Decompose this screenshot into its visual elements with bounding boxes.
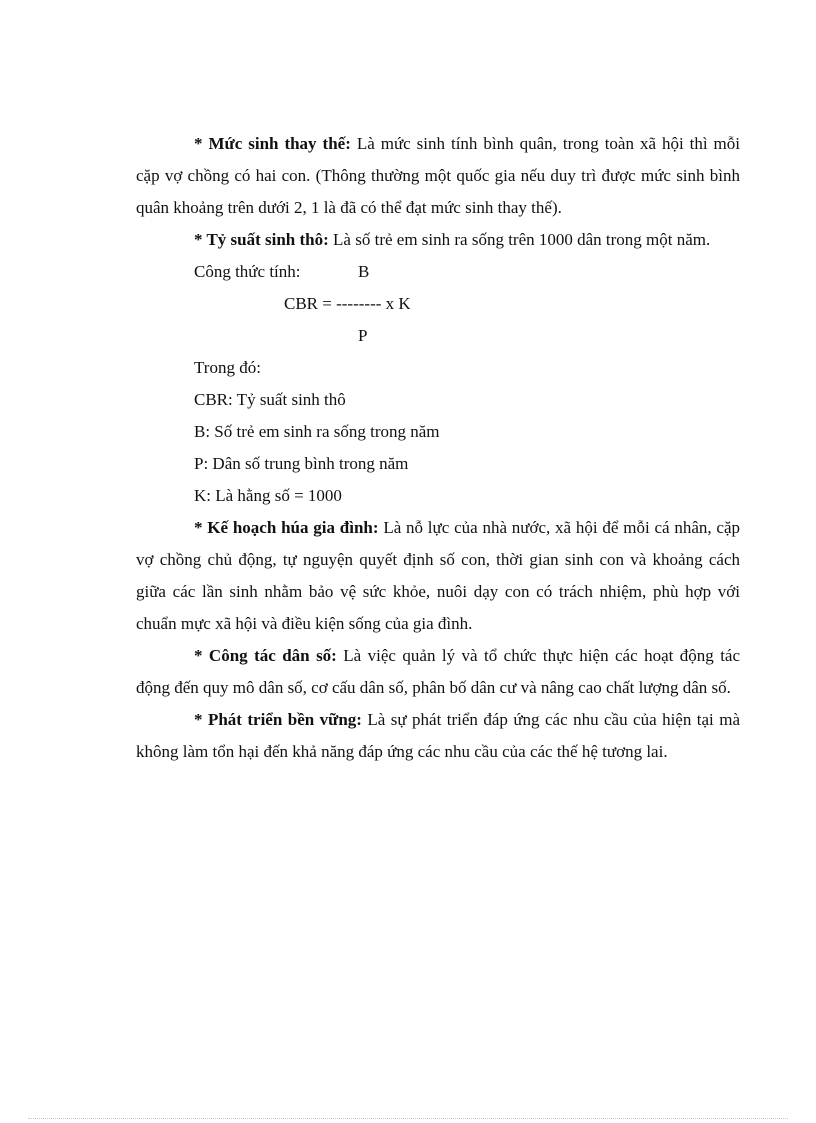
term-replacement-fertility: * Mức sinh thay thế: xyxy=(194,134,351,153)
definition-population-work: Là việc quản lý và tổ chức thực hiện các hoạt động tác động đến quy mô dân số, cơ cấu dân số, phân bố dân cư và nâng cao chất lượng dân số. xyxy=(136,646,741,697)
formula-expression: CBR = -------- x K xyxy=(284,294,411,313)
where-item: CBR: Tỷ suất sinh thô xyxy=(194,390,346,409)
term-sustainable-development: * Phát triển bền vững: xyxy=(194,710,362,729)
definition-family-planning: Là nỗ lực của nhà nước, xã hội để mỗi cá nhân, cặp vợ chồng chủ động, tự nguyện quyết định số con, thời gian sinh con và khoảng cách giữa các lần sinh nhằm bảo vệ sức khỏe, nuôi dạy con có trách nhiệm, phù hợp với chuẩn mực xã hội và điều kiện sống của gia đình. xyxy=(136,518,740,633)
formula-numerator: B xyxy=(358,262,370,281)
definition-replacement-fertility: Là mức sinh tính bình quân, trong toàn xã hội thì mỗi cặp vợ chồng có hai con. (Thông thường một quốc gia nếu duy trì được mức sinh bình quân khoảng trên dưới 2, 1 là đã có thể đạt mức sinh thay thế). xyxy=(136,134,741,217)
document-body xyxy=(136,128,740,768)
paragraph-replacement-fertility xyxy=(136,128,740,224)
paragraph-crude-birth-rate xyxy=(136,224,740,256)
definition-sustainable-development: Là sự phát triển đáp ứng các nhu cầu của hiện tại mà không làm tổn hại đến khả năng đáp ứng các nhu cầu của các thế hệ tương lai. xyxy=(136,710,740,761)
paragraph-family-planning xyxy=(136,512,740,640)
term-population-work: * Công tác dân số: xyxy=(194,646,337,665)
term-crude-birth-rate: * Tỷ suất sinh thô: xyxy=(194,230,329,249)
where-item: B: Số trẻ em sinh ra sống trong năm xyxy=(194,422,440,441)
formula-label: Công thức tính: xyxy=(194,262,301,281)
paragraph-sustainable-development xyxy=(136,704,740,768)
paragraph-population-work xyxy=(136,640,740,704)
where-item: K: Là hằng số = 1000 xyxy=(194,486,342,505)
definition-crude-birth-rate: Là số trẻ em sinh ra sống trên 1000 dân trong một năm. xyxy=(328,230,711,249)
where-heading: Trong đó: xyxy=(194,358,261,377)
page-bottom-divider xyxy=(28,1118,788,1119)
formula-expression-row xyxy=(136,288,740,320)
term-family-planning: * Kế hoạch húa gia đình: xyxy=(194,518,379,537)
formula-denominator: P xyxy=(358,326,368,345)
formula-denominator-row xyxy=(136,320,740,352)
formula-label-row xyxy=(136,256,740,288)
where-item: P: Dân số trung bình trong năm xyxy=(194,454,409,473)
